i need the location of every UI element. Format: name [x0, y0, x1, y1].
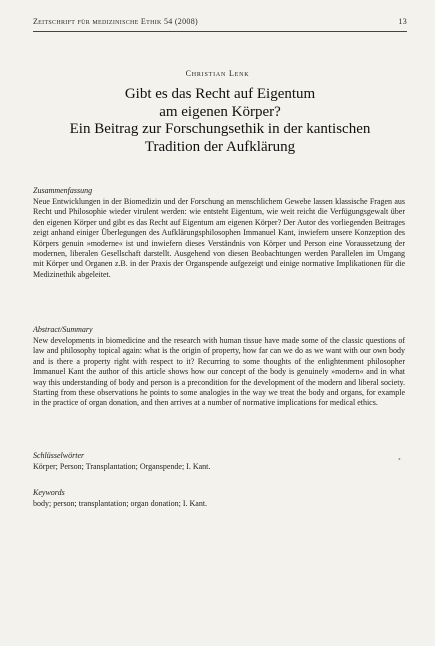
title-line-4: Tradition der Aufklärung [144, 138, 296, 155]
header-rule [33, 31, 407, 32]
journal-name: Zeitschrift für medizinische Ethik 54 (2008) [33, 17, 198, 26]
zusammenfassung-section [33, 186, 405, 280]
keywords-heading: Keywords [33, 488, 65, 497]
article-title [40, 86, 400, 156]
summary-heading: Abstract/Summary [33, 325, 93, 334]
summary-text: New developments in biomedicine and the research with human tissue have made some of the classic questions of law and philosophy topical again: what is the origin of property, how far can we do as we want with our own body and is there a property right with respect to it? Recurring to some thoughts of the enlightenment philosopher Immanuel Kant the author of this article shows how our concept of the body is genuinely »modern« and in what way this understanding of body and person is a precondition for the development of the modern and liberal society. Starting from these observations he points to some analogies in the way we treat the body and organs, for example in the practice of organ donation, and then arrives at a number of normative implications for medical ethics. [33, 336, 405, 408]
schlusselworter-heading: Schlüsselwörter [33, 451, 85, 460]
zusammenfassung-text: Neue Entwicklungen in der Biomedizin und der Forschung an menschlichem Gewebe lassen klassische Fragen aus Recht und Philosophie wieder virulent werden: wie entsteht Eigentum, wie weit reicht die Verfügungsgewalt über den eigenen Körper und gibt es das Recht auf Eigentum am eigenen Körper? Der Autor des vorliegenden Beitrages zeigt anhand einiger Überlegungen des Aufklärungsphilosophen Immanuel Kant, inwiefern unsere Konzeption des Körpers genuin »moderne« ist und inwiefern dieses Verständnis von Körper und Person eine Voraussetzung der modernen, liberalen Gesellschaft darstellt. Ausgehend von diesen Beobachtungen werden Parallelen im Umgang mit Körper und Organen z.B. in der Praxis der Organspende aufgezeigt und einige normative Implikationen für die Medizinethik abgeleitet. [33, 197, 405, 279]
keywords-section [33, 488, 405, 509]
schlusselworter-section [33, 451, 405, 472]
margin-mark: • [398, 455, 401, 464]
author-name: Christian Lenk [185, 69, 250, 78]
page-number: 13 [398, 17, 407, 26]
title-line-2: am eigenen Körper? [159, 103, 281, 120]
title-line-1: Gibt es das Recht auf Eigentum [124, 86, 316, 102]
keywords-text: body; person; transplantation; organ donation; I. Kant. [33, 499, 208, 508]
zusammenfassung-heading: Zusammenfassung [33, 186, 93, 195]
schlusselworter-text: Körper; Person; Transplantation; Organspende; I. Kant. [33, 462, 211, 471]
running-head [33, 17, 407, 26]
title-line-3: Ein Beitrag zur Forschungsethik in der kantischen [69, 121, 371, 137]
summary-section [33, 325, 405, 409]
